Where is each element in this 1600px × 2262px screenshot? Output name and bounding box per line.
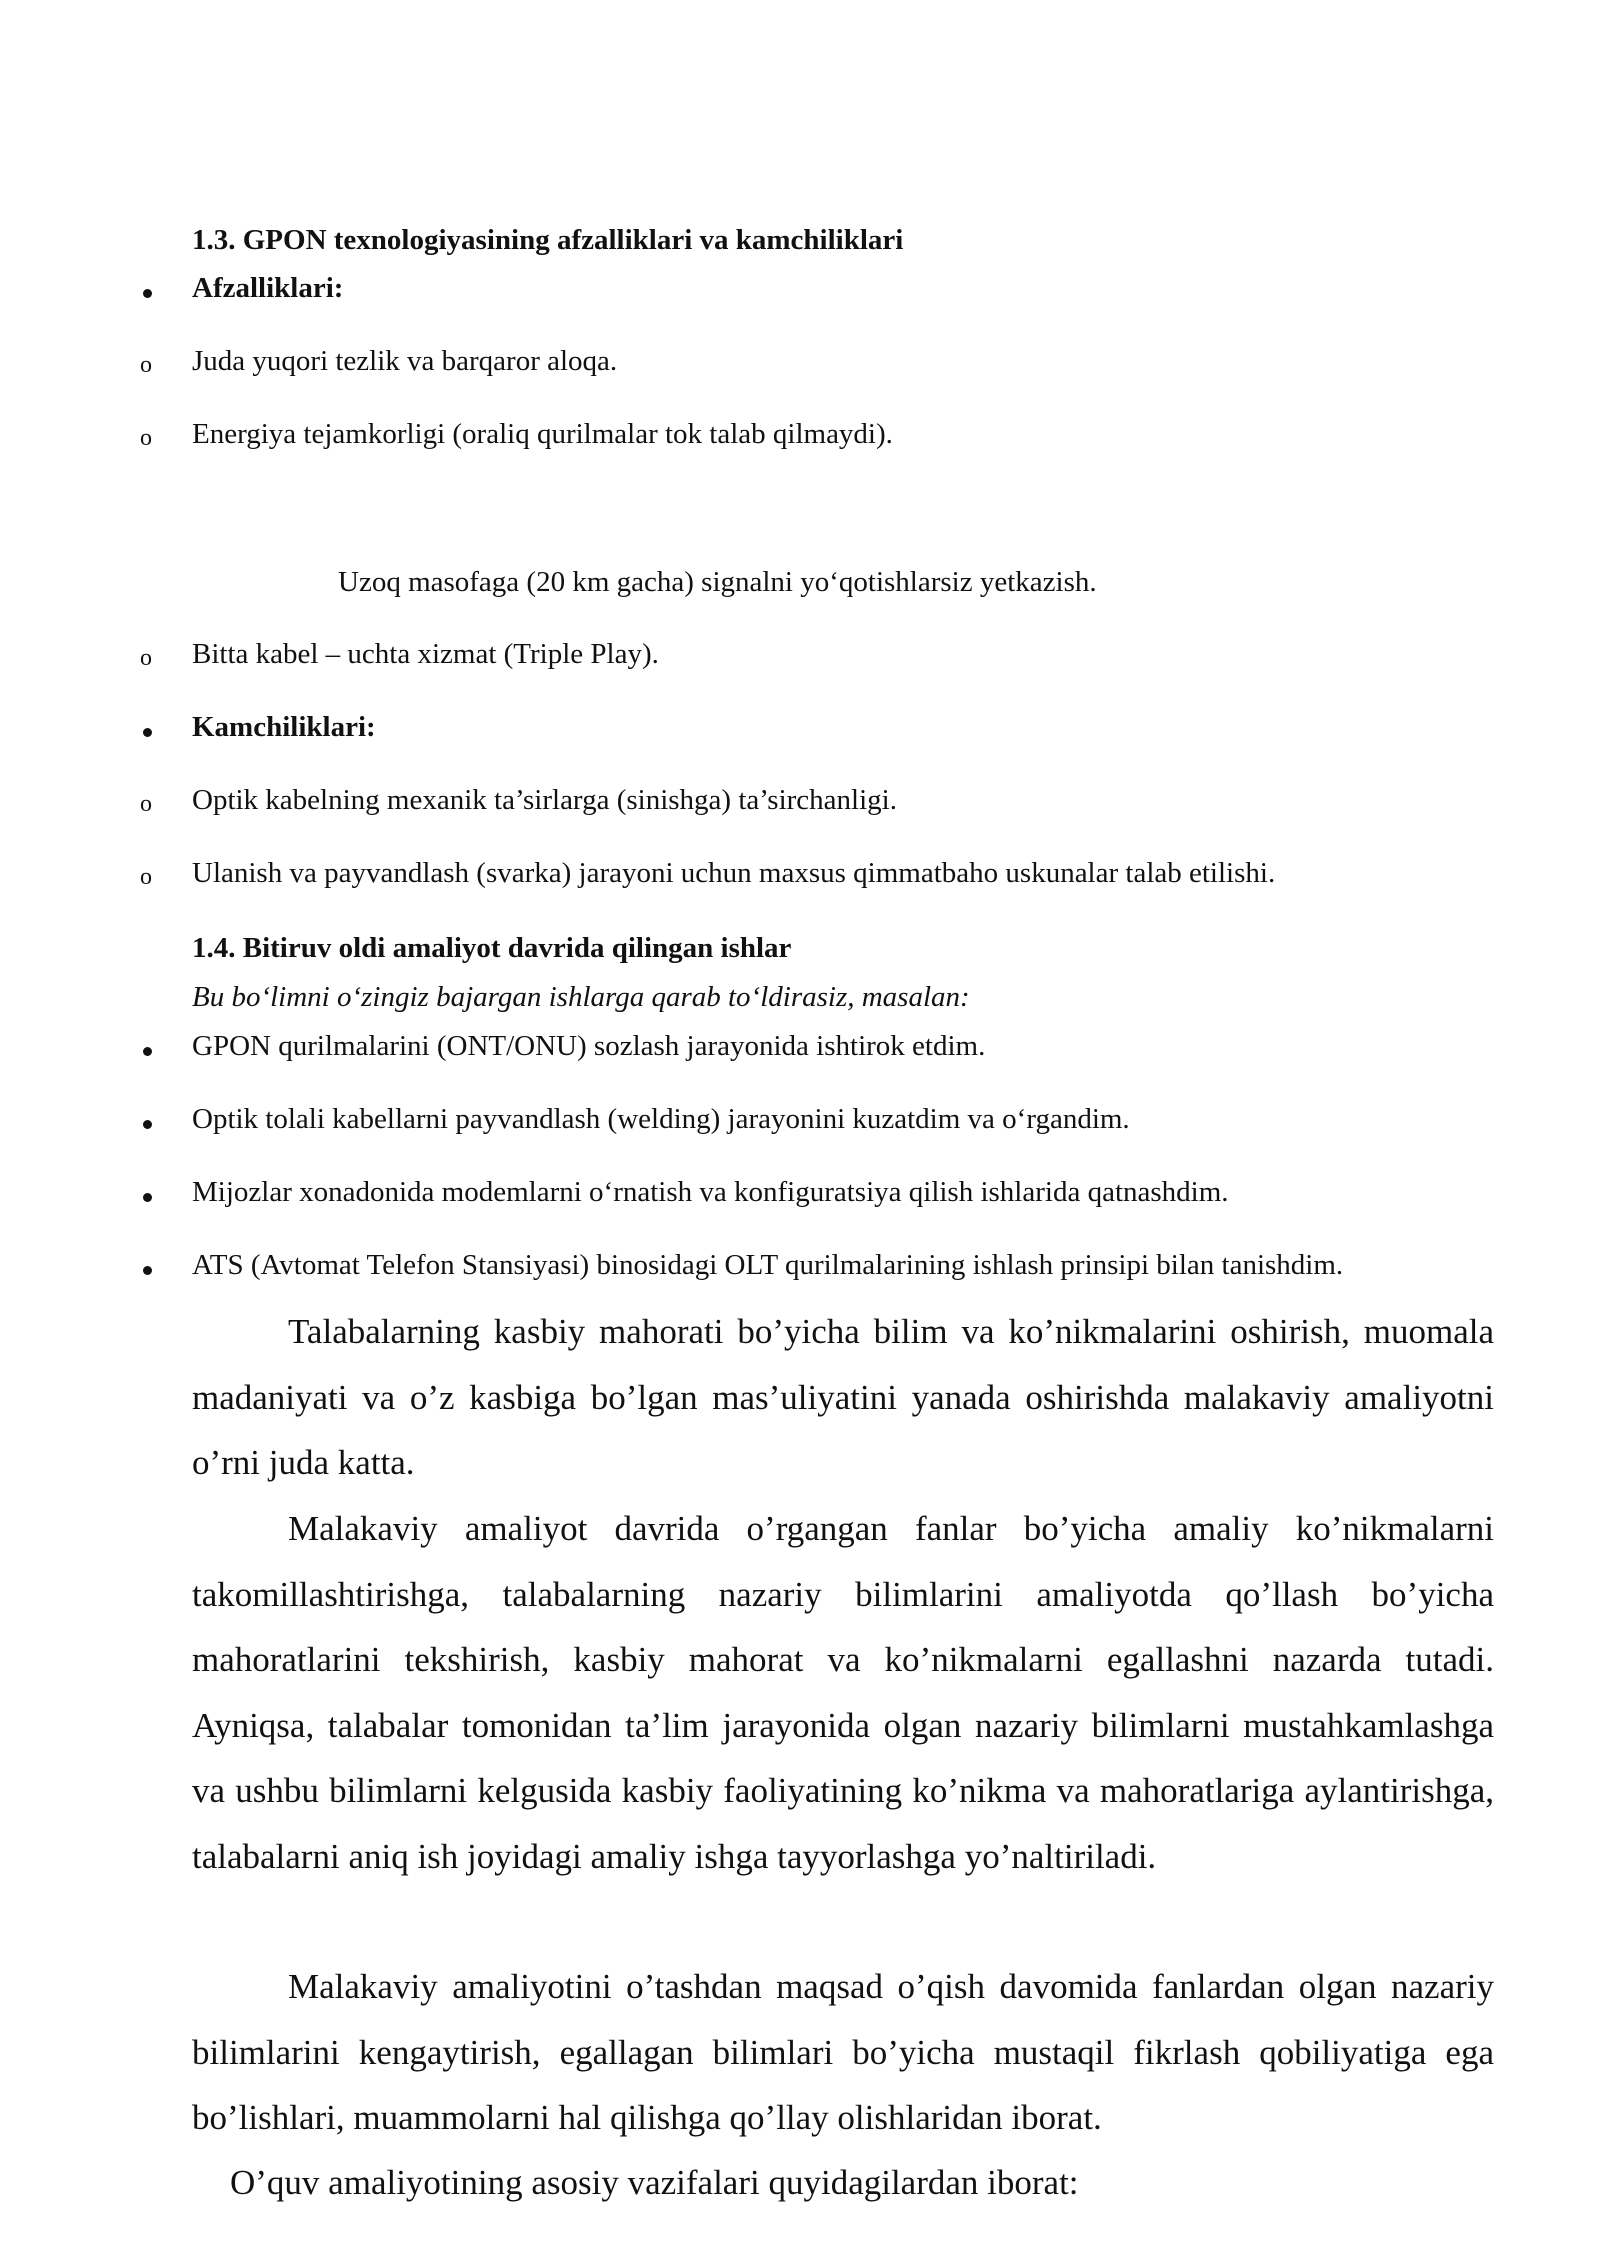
sub-bullet-icon: o	[140, 864, 152, 890]
body-paragraph: Talabalarning kasbiy mahorati bo’yicha bilim va ko’nikmalarini oshirish, muomala madaniyati va o’z kasbiga bo’lgan mas’uliyatini yanada oshirishda malakaviy amaliyotni o’rni juda katta.	[192, 1312, 1494, 1482]
section-intro: Bu bo‘limni o‘zingiz bajargan ishlarga qarab to‘ldirasiz, masalan:	[192, 981, 970, 1013]
advantage-item: Uzoq masofaga (20 km gacha) signalni yo‘qotishlarsiz yetkazish.	[338, 566, 1097, 598]
bullet-icon	[143, 1266, 152, 1275]
bullet-icon	[143, 1120, 152, 1129]
work-item: ATS (Avtomat Telefon Stansiyasi) binosidagi OLT qurilmalarining ishlash prinsipi bilan tanishdim.	[192, 1249, 1344, 1281]
advantage-item: Energiya tejamkorligi (oraliq qurilmalar tok talab qilmaydi).	[192, 418, 893, 450]
work-item: Optik tolali kabellarni payvandlash (welding) jarayonini kuzatdim va o‘rgandim.	[192, 1103, 1130, 1135]
section-heading-1-4: 1.4. Bitiruv oldi amaliyot davrida qilingan ishlar	[192, 932, 792, 964]
sub-bullet-icon: o	[140, 352, 152, 378]
bullet-icon	[143, 289, 152, 298]
bullet-icon	[143, 1047, 152, 1056]
disadvantages-title: Kamchiliklari:	[192, 711, 376, 743]
sub-bullet-icon: o	[140, 791, 152, 817]
bullet-icon	[143, 728, 152, 737]
sub-bullet-icon: o	[140, 425, 152, 451]
body-paragraph: Malakaviy amaliyot davrida o’rgangan fanlar bo’yicha amaliy ko’nikmalarni takomillashtirishga, talabalarning nazariy bilimlarini amaliyotda qo’llash bo’yicha mahoratlarini tekshirish, kasbiy mahorat va ko’nikmalarni egallashni nazarda tutadi. Ayniqsa, talabalar tomonidan ta’lim jarayonida olgan nazariy bilimlarni mustahkamlashga va ushbu bilimlarni kelgusida kasbiy faoliyatining ko’nikma va mahoratlariga aylantirishga, talabalarni aniq ish joyidagi amaliy ishga tayyorlashga yo’naltiriladi.	[192, 1509, 1494, 1876]
disadvantage-item: Optik kabelning mexanik ta’sirlarga (sinishga) ta’sirchanligi.	[192, 784, 897, 816]
sub-bullet-icon: o	[140, 645, 152, 671]
advantage-item: Juda yuqori tezlik va barqaror aloqa.	[192, 345, 618, 377]
closing-line: O’quv amaliyotining asosiy vazifalari quyidagilardan iborat:	[230, 2163, 1079, 2202]
disadvantage-item: Ulanish va payvandlash (svarka) jarayoni uchun maxsus qimmatbaho uskunalar talab etilishi.	[192, 857, 1276, 889]
section-heading-1-3: 1.3. GPON texnologiyasining afzalliklari va kamchiliklari	[192, 224, 904, 256]
body-paragraph: Malakaviy amaliyotini o’tashdan maqsad o’qish davomida fanlardan olgan nazariy bilimlarini kengaytirish, egallagan bilimlari bo’yicha mustaqil fikrlash qobiliyatiga ega bo’lishlari, muammolarni hal qilishga qo’llay olishlaridan iborat.	[192, 1967, 1494, 2137]
advantage-item: Bitta kabel – uchta xizmat (Triple Play).	[192, 638, 659, 670]
work-item: GPON qurilmalarini (ONT/ONU) sozlash jarayonida ishtirok etdim.	[192, 1030, 986, 1062]
advantages-title: Afzalliklari:	[192, 272, 344, 304]
bullet-icon	[143, 1193, 152, 1202]
work-item: Mijozlar xonadonida modemlarni o‘rnatish va konfiguratsiya qilish ishlarida qatnashdim.	[192, 1176, 1229, 1208]
